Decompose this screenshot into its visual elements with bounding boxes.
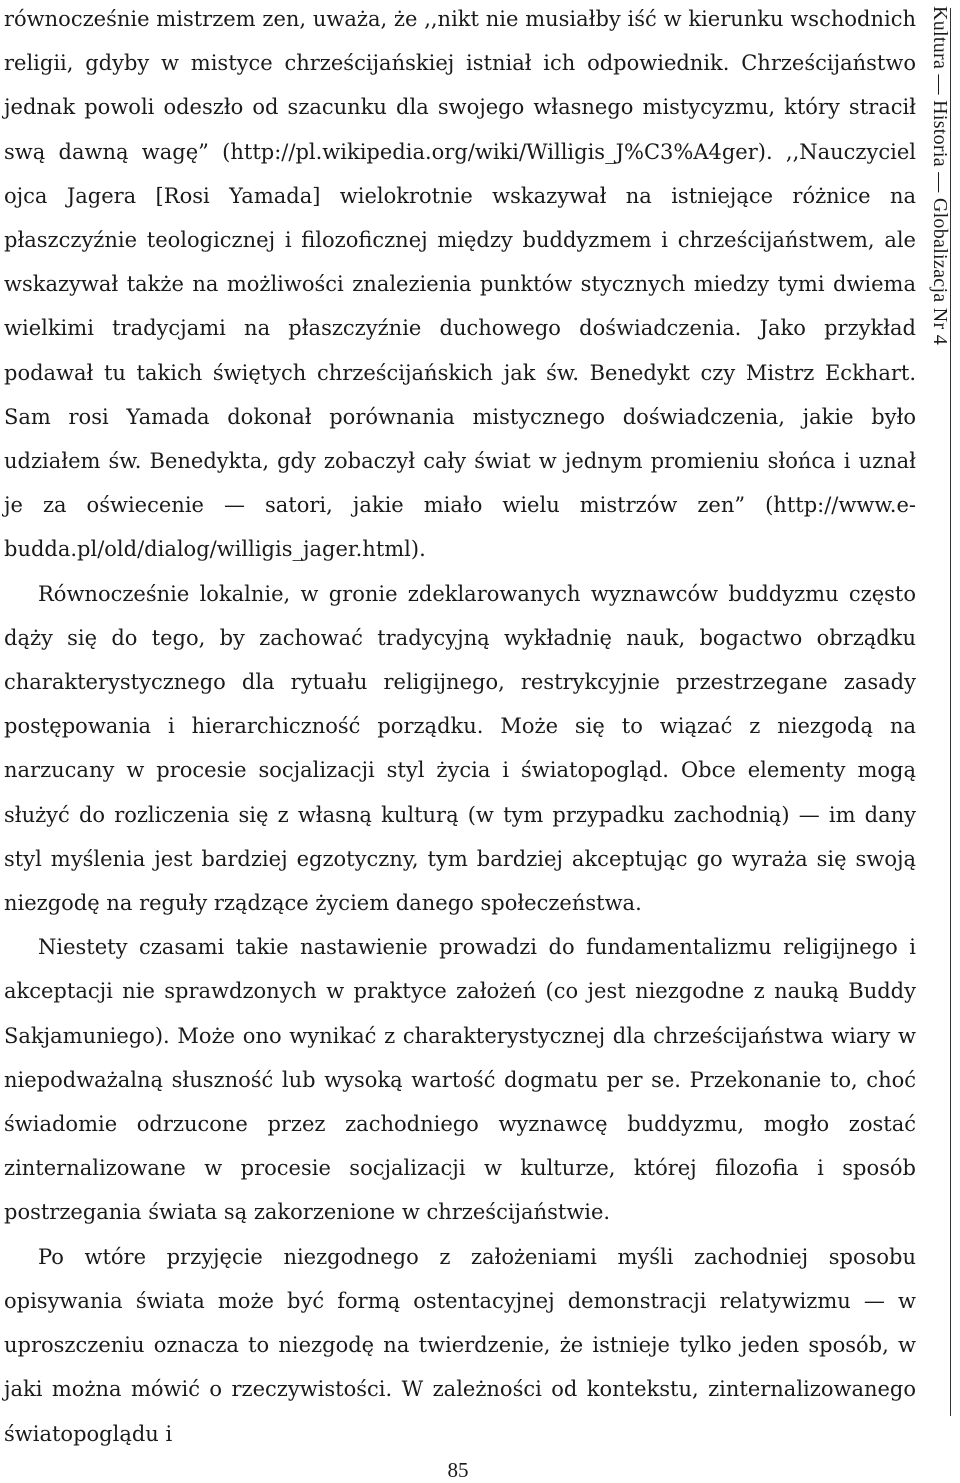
paragraph-3: Niestety czasami takie nastawienie prowadzi do fundamentalizmu religijnego i akceptacji nie sprawdzonych w praktyce założeń (co jest niezgodne z nauką Buddy Sakjamuniego). Może ono wynikać z charakterystycznej dla chrześcijaństwa wiary w niepodważalną słuszność lub wysoką wartość dogmatu per se. Przekonanie to, choć świadomie odrzucone przez zachodniego wyznawcę buddyzmu, mogło zostać zinternalizowane w procesie socjalizacji w kulturze, której filozofia i sposób postrzegania świata są zakorzenione w chrześcijaństwie. [4,935,916,1225]
paragraph-1: równocześnie mistrzem zen, uważa, że ,,nikt nie musiałby iść w kierunku wschodnich religii, gdyby w mistyce chrześcijańskiej istniał ich odpowiednik. Chrześcijaństwo jednak powoli odeszło od szacunku dla swojego własnego mistycyzmu, który stracił swą dawną wagę” (http://pl.wikipedia.org/wiki/Willigis_J%C3%A4ger). ,,Nauczyciel ojca Jagera [Rosi Yamada] wielokrotnie wskazywał na istniejące różnice na płaszczyźnie teologicznej i filozoficznej między buddyzmem i chrześcijaństwem, ale wskazywał także na możliwości znalezienia punktów stycznych miedzy tymi dwiema wielkimi tradycjami na płaszczyźnie duchowego doświadczenia. Jako przykład podawał tu takich świętych chrześcijańskich jak św. Benedykt czy Mistrz Eckhart. Sam rosi Yamada dokonał porównania mistycznego doświadczenia, jakie było udziałem św. Benedykta, gdy zobaczył cały świat w jednym promieniu słońca i uznał je za oświecenie — satori, jakie miało wielu mistrzów zen” (http://www.e-budda.pl/old/dialog/willigis_jager.html). [4,7,916,562]
paragraph-4: Po wtóre przyjęcie niezgodnego z założeniami myśli zachodniej sposobu opisywania świata może być formą ostentacyjnej demonstracji relatywizmu — w uproszczeniu oznacza to niezgodę na twierdzenie, że istnieje tylko jeden sposób, w jaki można mówić o rzeczywistości. W zależności od kontekstu, zinternalizowanego światopoglądu i [4,1244,916,1446]
page-number: 85 [447,1458,469,1482]
running-header [924,0,960,1420]
running-header-label: Kultura — Historia — Globalizacja Nr 4 [929,6,951,346]
body-text [4,0,916,1456]
paragraph-2: Równocześnie lokalnie, w gronie zdeklarowanych wyznawców buddyzmu często dąży się do tego, by zachować tradycyjną wykładnię nauk, bogactwo obrządku charakterystycznego dla rytuału religijnego, restrykcyjnie przestrzegane zasady postępowania i hierarchiczność porządku. Może się to wiązać z niezgodą na narzucany w procesie socjalizacji styl życia i światopogląd. Obce elementy mogą służyć do rozliczenia się z własną kulturą (w tym przypadku zachodnią) — im dany styl myślenia jest bardziej egzotyczny, tym bardziej akceptując go wyraża się swoją niezgodę na reguły rządzące życiem danego społeczeństwa. [4,581,916,916]
